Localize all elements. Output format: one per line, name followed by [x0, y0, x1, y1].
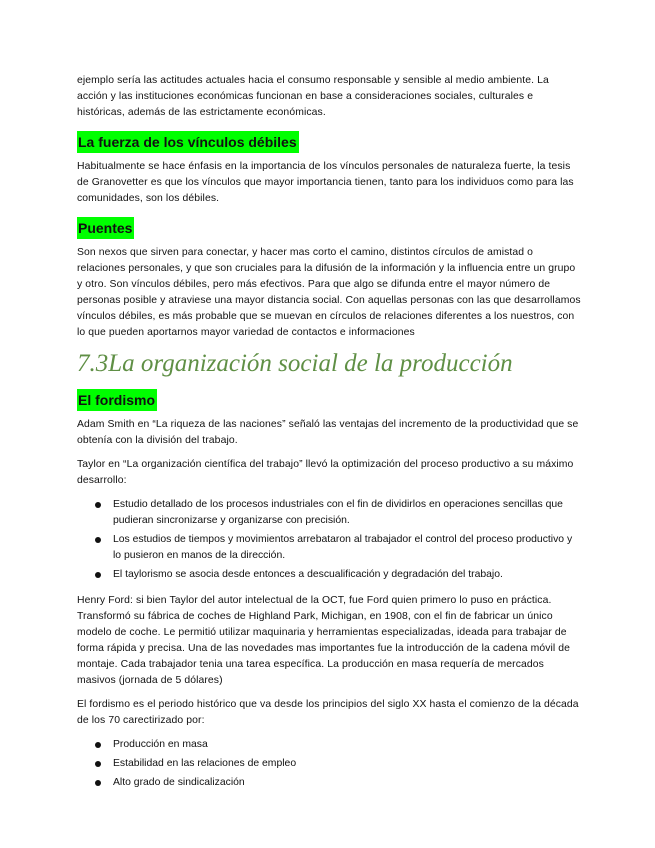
list-item: [77, 497, 582, 529]
list-item-text: Estudio detallado de los procesos industriales con el fin de dividirlos en operaciones sencillas que pudieran sincronizarse y organizarse con precisión.: [113, 499, 563, 526]
list-item: [77, 775, 582, 791]
bullet-icon: [95, 572, 101, 578]
bullet-icon: [95, 761, 101, 767]
bridges-heading: Puentes: [77, 217, 134, 239]
bullet-icon: [95, 537, 101, 543]
ford-paragraph: Henry Ford: si bien Taylor del autor intelectual de la OCT, fue Ford quien primero lo puso en práctica. Transformó su fábrica de coches de Highland Park, Michigan, en 1908, con el fin de fabricar un único modelo de coche. Le permitió utilizar maquinaria y herramientas especializadas, ideada para trabajar de forma rápida y precisa. Una de las novedades mas importantes fue la introducción de la cadena móvil de montaje. Cada trabajador tenia una tarea específica. La producción en masa requería de mercados masivos (jornada de 5 dólares): [77, 595, 571, 686]
list-item-text: El taylorismo se asocia desde entonces a descualificación y degradación del trabajo.: [113, 569, 503, 580]
taylor-list: [77, 497, 582, 583]
list-item-text: Estabilidad en las relaciones de empleo: [113, 758, 297, 769]
section-7-3-heading: 7.3La organización social de la producción: [77, 350, 513, 377]
list-item: [77, 756, 582, 772]
weak-ties-paragraph: Habitualmente se hace énfasis en la importancia de los vínculos personales de naturaleza fuerte, la tesis de Granovetter es que los vínculos que mayor importancia tienen, tanto para los individuos como para las comunidades, son los débiles.: [77, 161, 574, 204]
list-item: [77, 567, 582, 583]
weak-ties-heading: La fuerza de los vínculos débiles: [77, 131, 299, 153]
bullet-icon: [95, 780, 101, 786]
list-item-text: Producción en masa: [113, 739, 208, 750]
bullet-icon: [95, 502, 101, 508]
fordism-heading: El fordismo: [77, 389, 157, 411]
list-item-text: Los estudios de tiempos y movimientos arrebataron al trabajador el control del proceso productivo y lo pusieron en manos de la dirección.: [113, 534, 573, 561]
list-item-text: Alto grado de sindicalización: [113, 777, 245, 788]
fordism-list: [77, 737, 582, 791]
adam-smith-paragraph: Adam Smith en “La riqueza de las naciones” señaló las ventajas del incremento de la productividad que se obtenía con la división del trabajo.: [77, 419, 579, 446]
fordism-paragraph: El fordismo es el periodo histórico que va desde los principios del siglo XX hasta el comienzo de la década de los 70 carectirizado por:: [77, 699, 579, 726]
bridges-paragraph: Son nexos que sirven para conectar, y hacer mas corto el camino, distintos círculos de amistad o relaciones personales, y que son cruciales para la difusión de la información y la influencia entre un grupo y otro. Son vínculos débiles, pero más efectivos. Para que algo se difunda entre el mayor número de personas posible y atraviese una mayor distancia social. Con aquellas personas con las que desarrollamos vínculos débiles, es más probable que se muevan en círculos de relaciones diferentes a los nuestros, con lo que pueden aportarnos mayor variedad de contactos e informaciones: [77, 247, 581, 338]
document-content: [77, 73, 582, 801]
taylor-paragraph: Taylor en “La organización científica del trabajo” llevó la optimización del proceso productivo a su máximo desarrollo:: [77, 459, 574, 486]
bullet-icon: [95, 742, 101, 748]
list-item: [77, 737, 582, 753]
intro-paragraph: ejemplo sería las actitudes actuales hacia el consumo responsable y sensible al medio ambiente. La acción y las instituciones económicas funcionan en base a consideraciones sociales, culturales e históricas, además de las estrictamente económicas.: [77, 75, 549, 118]
list-item: [77, 532, 582, 564]
